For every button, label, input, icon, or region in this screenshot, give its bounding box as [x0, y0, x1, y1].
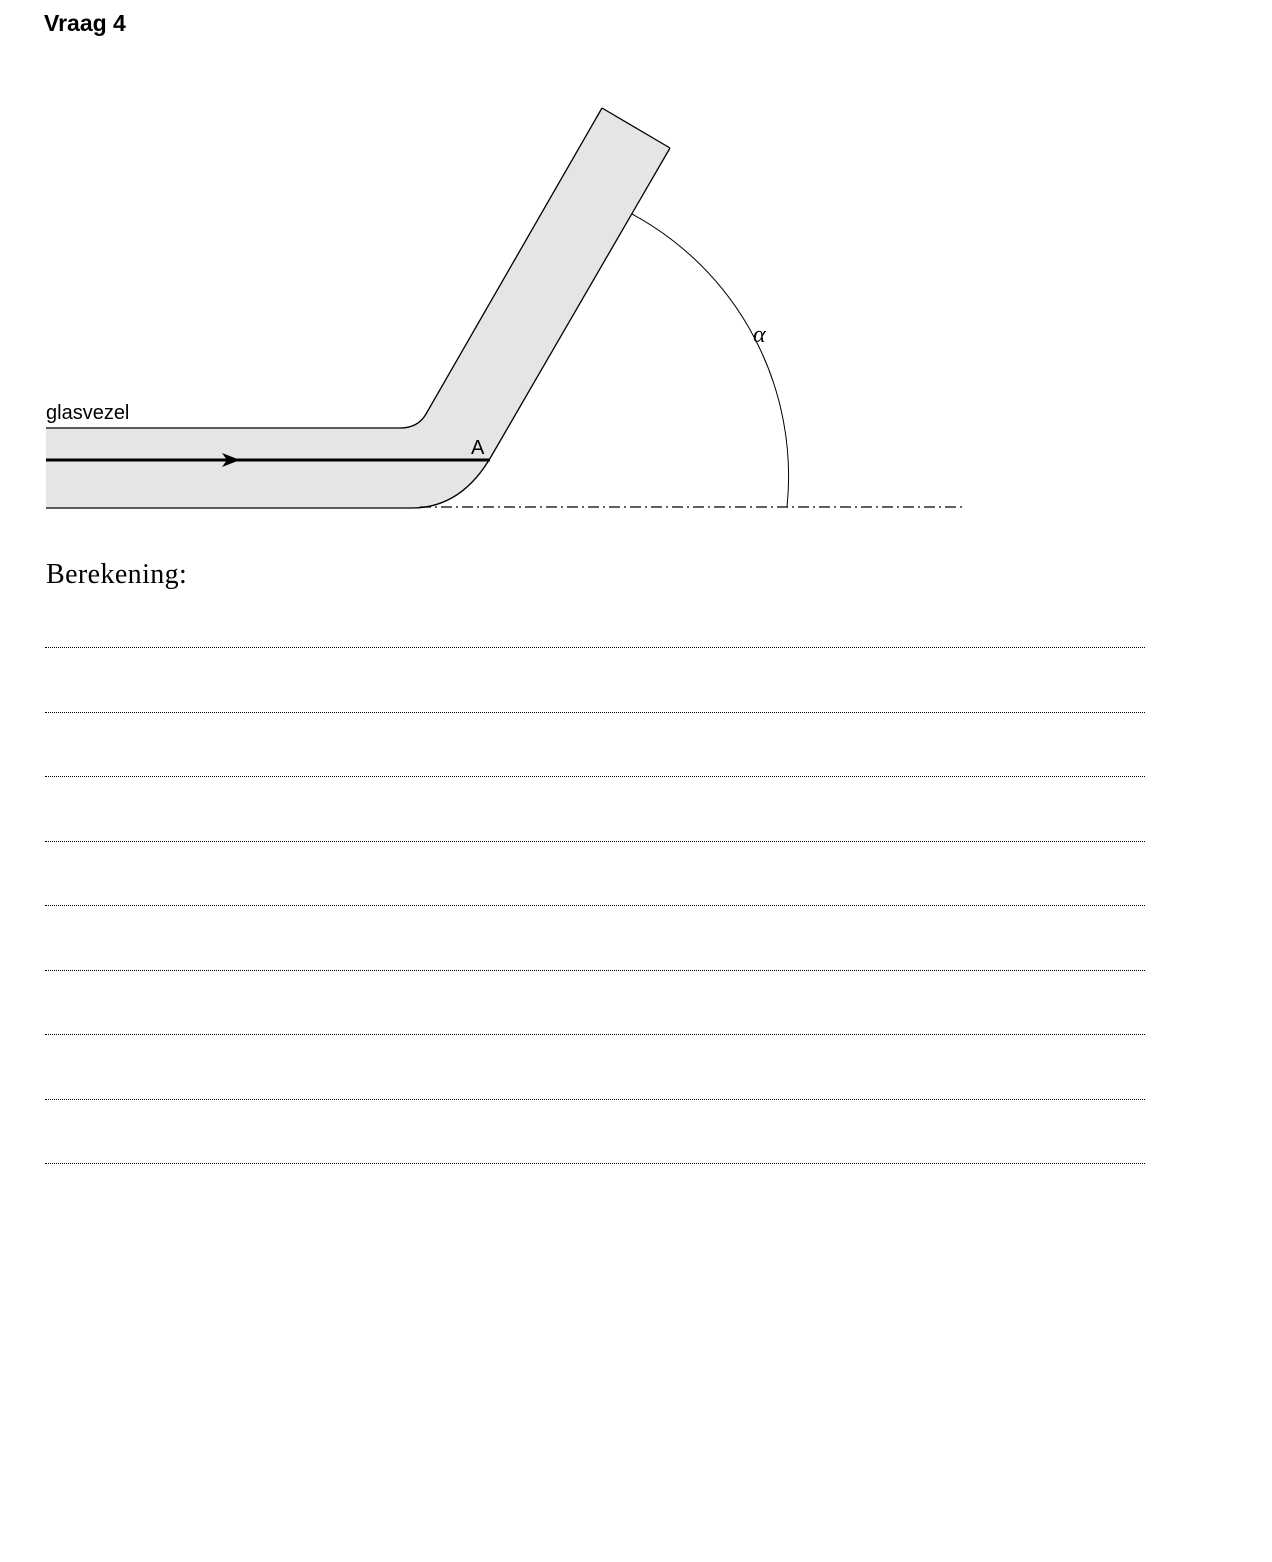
answer-line[interactable] [45, 1163, 1145, 1164]
glass-fiber-body [46, 108, 670, 508]
answer-line[interactable] [45, 712, 1145, 713]
question-title: Vraag 4 [44, 10, 126, 36]
calculation-label: Berekening: [46, 559, 188, 590]
point-a-label: A [471, 437, 485, 459]
answer-line[interactable] [45, 905, 1145, 906]
glass-fiber-diagram [0, 0, 1272, 530]
answer-line[interactable] [45, 1034, 1145, 1035]
answer-line[interactable] [45, 1099, 1145, 1100]
angle-arc [632, 214, 789, 507]
answer-lines [45, 647, 1145, 1228]
fiber-label: glasvezel [46, 402, 130, 424]
answer-line[interactable] [45, 970, 1145, 971]
answer-line[interactable] [45, 841, 1145, 842]
answer-line[interactable] [45, 776, 1145, 777]
answer-line[interactable] [45, 647, 1145, 648]
angle-alpha-label: α [753, 322, 766, 348]
